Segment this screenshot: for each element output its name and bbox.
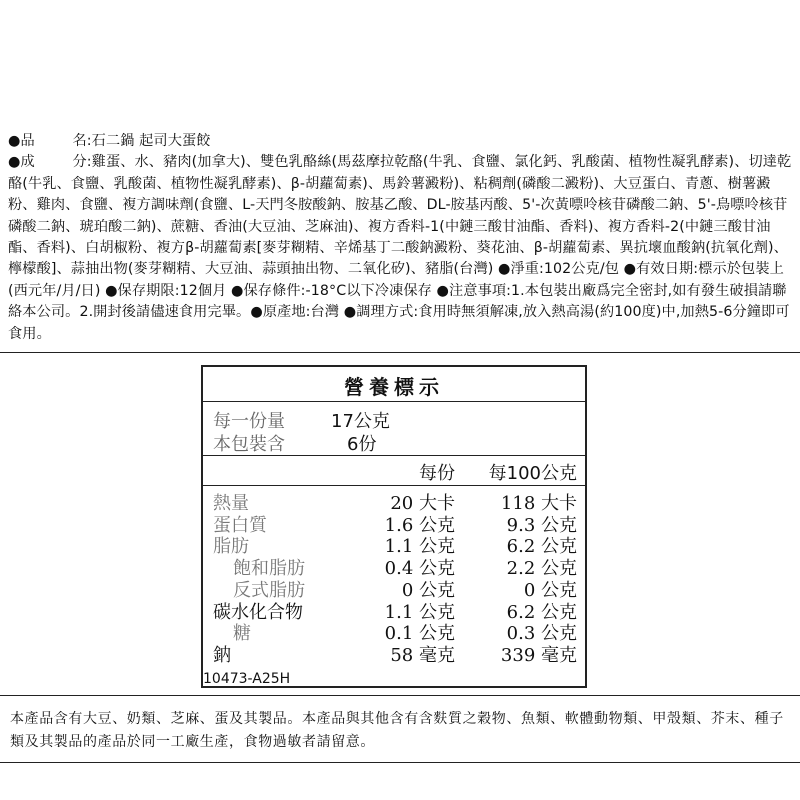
nutrition-rule <box>203 455 585 456</box>
column-per-100g: 每100公克 <box>488 463 577 484</box>
per-serving-value: 20 大卡 <box>390 493 455 514</box>
per-100g-value: 118 大卡 <box>500 493 577 514</box>
product-name-label: 品 <box>20 133 35 149</box>
nutrition-row <box>203 536 585 558</box>
nutrient-name: 飽和脂肪 <box>233 558 305 580</box>
bullet: ● <box>8 133 21 149</box>
composition-text: 分:雞蛋、水、豬肉(加拿大)、雙色乳酪絲(馬茲摩拉乾酪(牛乳、食鹽、氯化鈣、乳酸菌、植物性凝乳酵素)、切達乾酪(牛乳、食鹽、乳酸菌、植物性凝乳酵素)、β-胡蘿蔔素)、馬鈴薯澱粉)、粘稠劑(磷酸二澱粉)、大豆蛋白、青蔥、樹薯澱粉、雞肉、食鹽、複方調味劑(食鹽、L-天門冬胺酸鈉、胺基乙酸、DL-胺基丙酸、5'-次黃嘌呤核苷磷酸二鈉、5'-鳥嘌呤核苷磷酸二鈉、琥珀酸二鈉)、蔗糖、香油(大豆油、芝麻油)、複方香料-1(中鏈三酸甘油酯、香料)、複方香料-2(中鏈三酸甘油酯、香料)、白胡椒粉、複方β-胡蘿蔔素[麥芽糊精、辛烯基丁二酸鈉澱粉、葵花油、β-胡蘿蔔素、異抗壞血酸鈉(抗氧化劑)、檸檬酸]、蒜抽出物(麥芽糊精、大豆油、蒜頭抽出物、二氧化矽)、豬脂(台灣) ●淨重:102公克/包 ●有效日期:標示於包裝上(西元年/月/日) ●保存期限:12個月 ●保存條件:-18°C以下冷凍保存 ●注意事項:1.本包裝出廠爲完全密封,如有發生破損請聯絡本公司。2.開封後請儘速食用完畢。●原產地:台灣 ●調理方式:食用時無須解凍,放入熱高湯(約100度)中,加熱5-6分鐘即可食用。 <box>8 154 792 342</box>
per-serving-value: 1.1 公克 <box>384 536 455 558</box>
serving-size-value: 17公克 <box>331 411 390 432</box>
divider-allergen-bottom <box>0 762 800 763</box>
composition-label: 成 <box>20 154 35 171</box>
nutrient-name: 熱量 <box>213 493 249 514</box>
nutrition-rule <box>203 485 585 486</box>
divider-allergen-top <box>0 695 800 696</box>
divider-top <box>0 352 800 353</box>
serving-size-label: 每一份量 <box>213 411 285 432</box>
nutrition-row <box>203 645 585 667</box>
per-100g-value: 2.2 公克 <box>506 558 577 580</box>
per-serving-value: 58 毫克 <box>390 644 455 666</box>
nutrient-name: 脂肪 <box>213 536 249 558</box>
nutrient-name: 碳水化合物 <box>213 601 303 623</box>
per-serving-value: 0 公克 <box>401 579 455 601</box>
product-name-text: 名:石二鍋 起司大蛋餃 <box>72 133 211 149</box>
product-code: 10473-A25H <box>203 671 291 687</box>
nutrient-name: 糖 <box>233 623 251 645</box>
nutrition-row <box>203 623 585 645</box>
nutrition-facts-table <box>201 365 587 688</box>
per-100g-value: 339 毫克 <box>500 644 577 666</box>
per-100g-value: 9.3 公克 <box>506 514 577 536</box>
column-per-serving: 每份 <box>419 463 455 484</box>
nutrition-rule <box>203 401 585 402</box>
composition-paragraph <box>8 152 794 345</box>
per-serving-value: 0.4 公克 <box>384 558 455 580</box>
nutrient-name: 蛋白質 <box>213 514 267 536</box>
per-serving-value: 1.6 公克 <box>384 514 455 536</box>
servings-value: 6份 <box>347 434 377 455</box>
bullet: ● <box>8 154 21 171</box>
nutrition-row <box>203 602 585 624</box>
allergen-notice: 本產品含有大豆、奶類、芝麻、蛋及其製品。本產品與其他含有含麩質之穀物、魚類、軟體動物類、甲殼類、芥末、種子類及其製品的產品於同一工廠生產，食物過敏者請留意。 <box>10 711 784 750</box>
servings-label: 本包裝含 <box>213 434 285 455</box>
per-100g-value: 0 公克 <box>523 579 577 601</box>
per-serving-value: 1.1 公克 <box>384 601 455 623</box>
nutrient-name: 反式脂肪 <box>233 579 305 601</box>
nutrition-row <box>203 515 585 537</box>
nutrition-title: 營養標示 <box>344 375 444 399</box>
per-100g-value: 0.3 公克 <box>506 623 577 645</box>
nutrition-row <box>203 558 585 580</box>
nutrient-name: 鈉 <box>213 644 231 666</box>
per-serving-value: 0.1 公克 <box>384 623 455 645</box>
per-100g-value: 6.2 公克 <box>506 601 577 623</box>
ingredients-block <box>8 131 794 345</box>
per-100g-value: 6.2 公克 <box>506 536 577 558</box>
product-name-line <box>8 131 794 152</box>
nutrition-row <box>203 493 585 515</box>
nutrition-row <box>203 580 585 602</box>
